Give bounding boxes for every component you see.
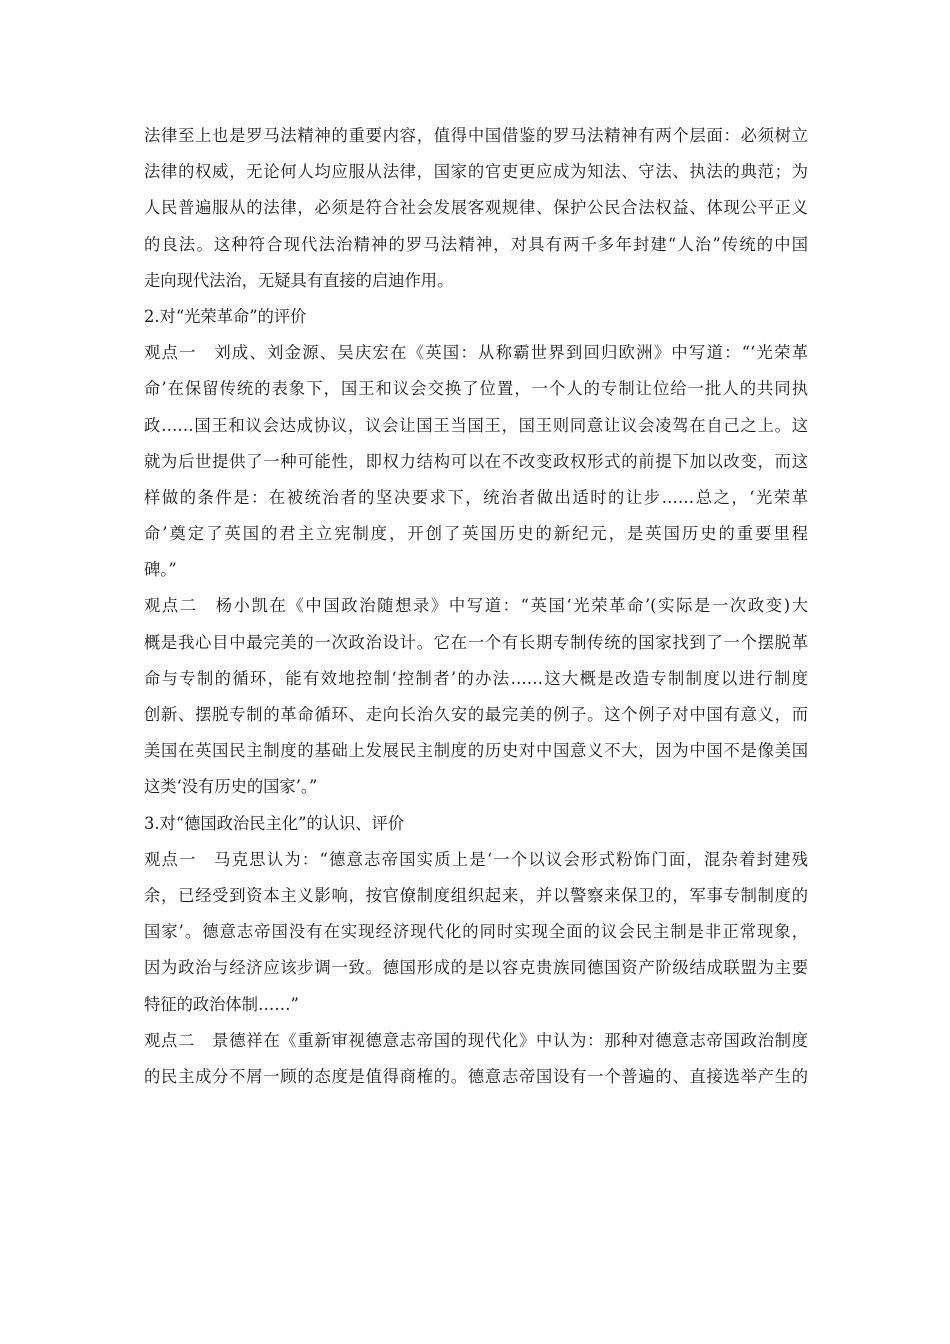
text-line: 创新、摆脱专制的革命循环、走向长治久安的最完美的例子。这个例子对中国有意义，而 <box>144 705 808 724</box>
text-line: 的民主成分不屑一顾的态度是值得商榷的。德意志帝国设有一个普遍的、直接选举产生的 <box>144 1066 808 1086</box>
text-line: 2.对“光荣革命”的评价 <box>144 306 307 326</box>
text-line: 概是我心目中最完美的一次政治设计。它在一个有长期专制传统的国家找到了一个摆脱革 <box>144 632 808 652</box>
text-line: 这类‘没有历史的国家’。” <box>144 777 318 797</box>
text-line: 法律至上也是罗马法精神的重要内容，值得中国借鉴的罗马法精神有两个层面：必须树立 <box>144 126 808 145</box>
document-body <box>144 118 808 1095</box>
text-line: 国家’。德意志帝国没有在实现经济现代化的同时实现全面的议会民主制是非正常现象， <box>144 922 808 942</box>
text-line: 因为政治与经济应该步调一致。德国形成的是以容克贵族同德国资产阶级结成联盟为主要 <box>144 958 808 978</box>
text-line: 观点二 杨小凯在《中国政治随想录》中写道：“英国‘光荣革命’(实际是一次政变)大 <box>144 596 808 616</box>
text-line: 人民普遍服从的法律，必须是符合社会发展客观规律、保护公民合法权益、体现公平正义 <box>144 198 808 218</box>
text-line: 命’奠定了英国的君主立宪制度，开创了英国历史的新纪元，是英国历史的重要里程 <box>144 524 808 544</box>
text-line: 走向现代法治，无疑具有直接的启迪作用。 <box>144 270 454 290</box>
text-line: 样做的条件是：在被统治者的坚决要求下，统治者做出适时的让步……总之，‘光荣革 <box>144 487 808 507</box>
text-line: 法律的权威，无论何人均应服从法律，国家的官吏更应成为知法、守法、执法的典范；为 <box>144 162 808 182</box>
text-line: 就为后世提供了一种可能性，即权力结构可以在不改变政权形式的前提下加以改变，而这 <box>144 451 808 471</box>
text-line: 余，已经受到资本主义影响，按官僚制度组织起来，并以警察来保卫的，军事专制制度的 <box>144 885 808 905</box>
text-line: 观点一 马克思认为：“德意志帝国实质上是‘一个以议会形式粉饰门面，混杂着封建残 <box>144 849 808 869</box>
text-line: 美国在英国民主制度的基础上发展民主制度的历史对中国意义不大，因为中国不是像美国 <box>144 741 808 761</box>
text-line: 命与专制的循环，能有效地控制‘控制者’的办法……这大概是改造专制制度以进行制度 <box>144 668 808 688</box>
text-line: 碑。” <box>144 560 177 580</box>
text-line: 观点一 刘成、刘金源、吴庆宏在《英国：从称霸世界到回归欧洲》中写道：“‘光荣革 <box>144 343 808 363</box>
text-line: 的良法。这种符合现代法治精神的罗马法精神，对具有两千多年封建“人治”传统的中国 <box>144 234 808 254</box>
text-line: 命’在保留传统的表象下，国王和议会交换了位置，一个人的专制让位给一批人的共同执 <box>144 379 808 399</box>
text-line: 特征的政治体制……” <box>144 994 299 1014</box>
text-line: 政……国王和议会达成协议，议会让国王当国王，国王则同意让议会凌驾在自己之上。这 <box>144 415 808 435</box>
text-line: 3.对“德国政治民主化”的认识、评价 <box>144 813 405 833</box>
text-line: 观点二 景德祥在《重新审视德意志帝国的现代化》中认为：那种对德意志帝国政治制度 <box>144 1030 808 1050</box>
